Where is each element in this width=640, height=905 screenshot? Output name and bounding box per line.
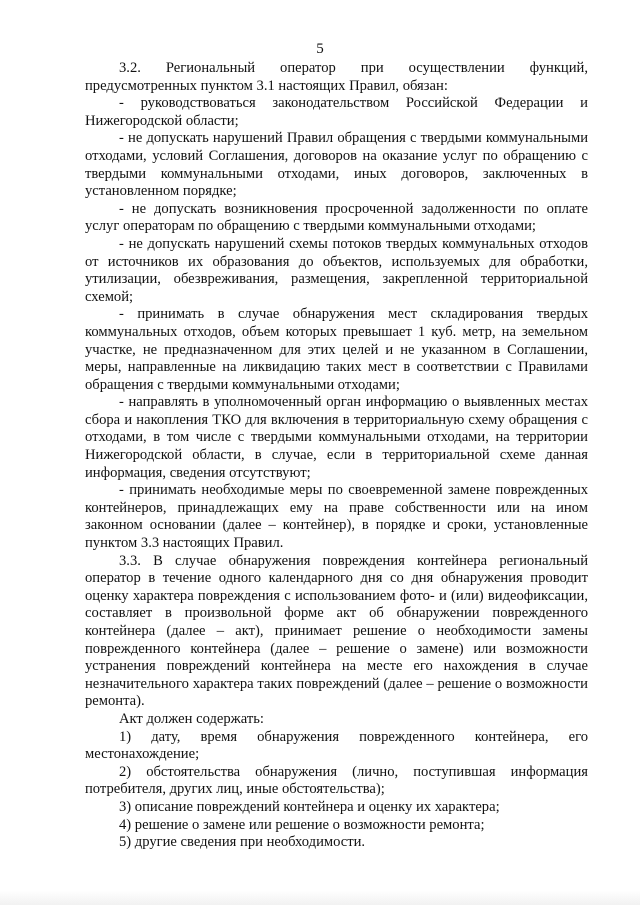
page-number: 5 <box>316 41 324 57</box>
paragraph-3-2-intro: 3.2. Региональный оператор при осуществлении функций, предусмотренных пунктом 3.1 настоящих Правил, обязан: <box>85 60 588 94</box>
list-item-act-5: 5) другие сведения при необходимости. <box>119 834 366 851</box>
paragraph-obligation-containers: - принимать необходимые меры по своевременной замене поврежденных контейнеров, принадлежащих ему на праве собственности или на ином законном основании (далее – контейнер), в порядке и сроки, установленные пунктом 3.3 настоящих Правил. <box>85 482 588 552</box>
paragraph-obligation-rules: - не допускать нарушений Правил обращения с твердыми коммунальными отходами, условий Соглашения, договоров на оказание услуг по обращению с твердыми коммунальными отходами, иных договоров, заключенных в установленном порядке; <box>85 130 588 200</box>
paragraph-3-3: 3.3. В случае обнаружения повреждения контейнера региональный оператор в течение одного календарного дня со дня обнаружения проводит оценку характера повреждения с использованием фото- и (или) видеофиксации, составляет в произвольной форме акт об обнаружении поврежденного контейнера (далее – акт), принимает решение о необходимости замены поврежденного контейнера (далее – решение о замене) или возможности устранения повреждений контейнера на месте его нахождения в случае незначительного характера таких повреждений (далее – решение о возможности ремонта). <box>85 552 588 710</box>
list-item-act-2: 2) обстоятельства обнаружения (лично, поступившая информация потребителя, других лиц, иные обстоятельства); <box>85 763 588 798</box>
paragraph-obligation-legislation: - руководствоваться законодательством Российской Федерации и Нижегородской области; <box>85 95 588 129</box>
paragraph-obligation-flows: - не допускать нарушений схемы потоков твердых коммунальных отходов от источников их образования до объектов, используемых для обработки, утилизации, обезвреживания, размещения, закрепленной территориальной схемой; <box>85 235 588 305</box>
list-item-act-1: 1) дату, время обнаружения поврежденного контейнера, его местонахождение; <box>85 728 588 763</box>
paragraph-obligation-dumps: - принимать в случае обнаружения мест складирования твердых коммунальных отходов, объем которых превышает 1 куб. метр, на земельном участке, не предназначенном для этих целей и не указанном в Соглашении, меры, направленные на ликвидацию таких мест в соответствии с Правилами обращения с твердыми коммунальными отходами; <box>85 306 588 393</box>
list-item-act-4: 4) решение о замене или решение о возможности ремонта; <box>119 816 485 833</box>
document-body <box>85 60 588 852</box>
paragraph-obligation-debt: - не допускать возникновения просроченной задолженности по оплате услуг операторам по обращению с твердыми коммунальными отходами; <box>85 200 588 235</box>
scan-edge-shadow <box>0 891 640 905</box>
paragraph-act-contents: Акт должен содержать: <box>119 710 264 727</box>
list-item-act-3: 3) описание повреждений контейнера и оценку их характера; <box>119 798 500 815</box>
paragraph-obligation-report: - направлять в уполномоченный орган информацию о выявленных местах сбора и накопления ТКО для включения в территориальную схему обращения с отходами, в том числе с твердыми коммунальными отходами, на территории Нижегородской области, в случае, если в территориальной схеме данная информация, сведения отсутствуют; <box>85 394 588 481</box>
